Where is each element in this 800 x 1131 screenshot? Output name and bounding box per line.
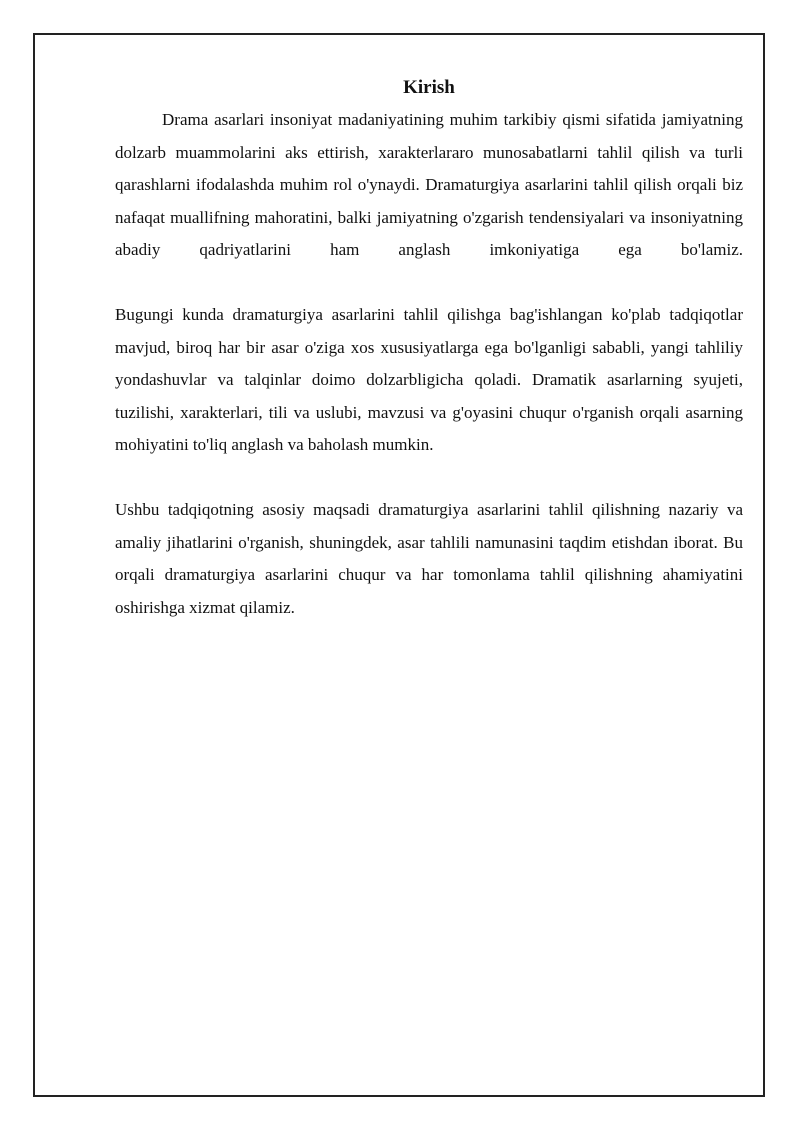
paragraph-2: Bugungi kunda dramaturgiya asarlarini tahlil qilishga bag'ishlangan ko'plab tadqiqotlar mavjud, biroq har bir asar o'ziga xos xususiyatlarga ega bo'lganligi sababli, yangi tahliliy yondashuvlar va talqinlar doimo dolzarbligicha qoladi. Dramatik asarlarning syujeti, tuzilishi, xarakterlari, tili va uslubi, mavzusi va g'oyasini chuqur o'rganish orqali asarning mohiyatini to'liq anglash va baholash mumkin.	[115, 304, 743, 455]
document-title: Kirish	[403, 77, 455, 98]
paragraph-spacer	[115, 267, 743, 299]
paragraph-spacer	[115, 462, 743, 494]
paragraph-3: Ushbu tadqiqotning asosiy maqsadi dramaturgiya asarlarini tahlil qilishning nazariy va amaliy jihatlarini o'rganish, shuningdek, asar tahlili namunasini taqdim etishdan iborat. Bu orqali dramaturgiya asarlarini chuqur va har tomonlama tahlil qilishning ahamiyatini oshirishga xizmat qilamiz.	[115, 499, 743, 617]
document-body	[115, 75, 743, 624]
paragraph-1: Drama asarlari insoniyat madaniyatining muhim tarkibiy qismi sifatida jamiyatning dolzarb muammolarini aks ettirish, xarakterlararo munosabatlarni tahlil qilish va turli qarashlarni ifodalashda muhim rol o'ynaydi. Dramaturgiya asarlarini tahlil qilish orqali biz nafaqat muallifning mahoratini, balki jamiyatning o'zgarish tendensiyalari va insoniyatning abadiy qadriyatlarini ham anglash imkoniyatiga ega bo'lamiz.	[115, 110, 743, 260]
